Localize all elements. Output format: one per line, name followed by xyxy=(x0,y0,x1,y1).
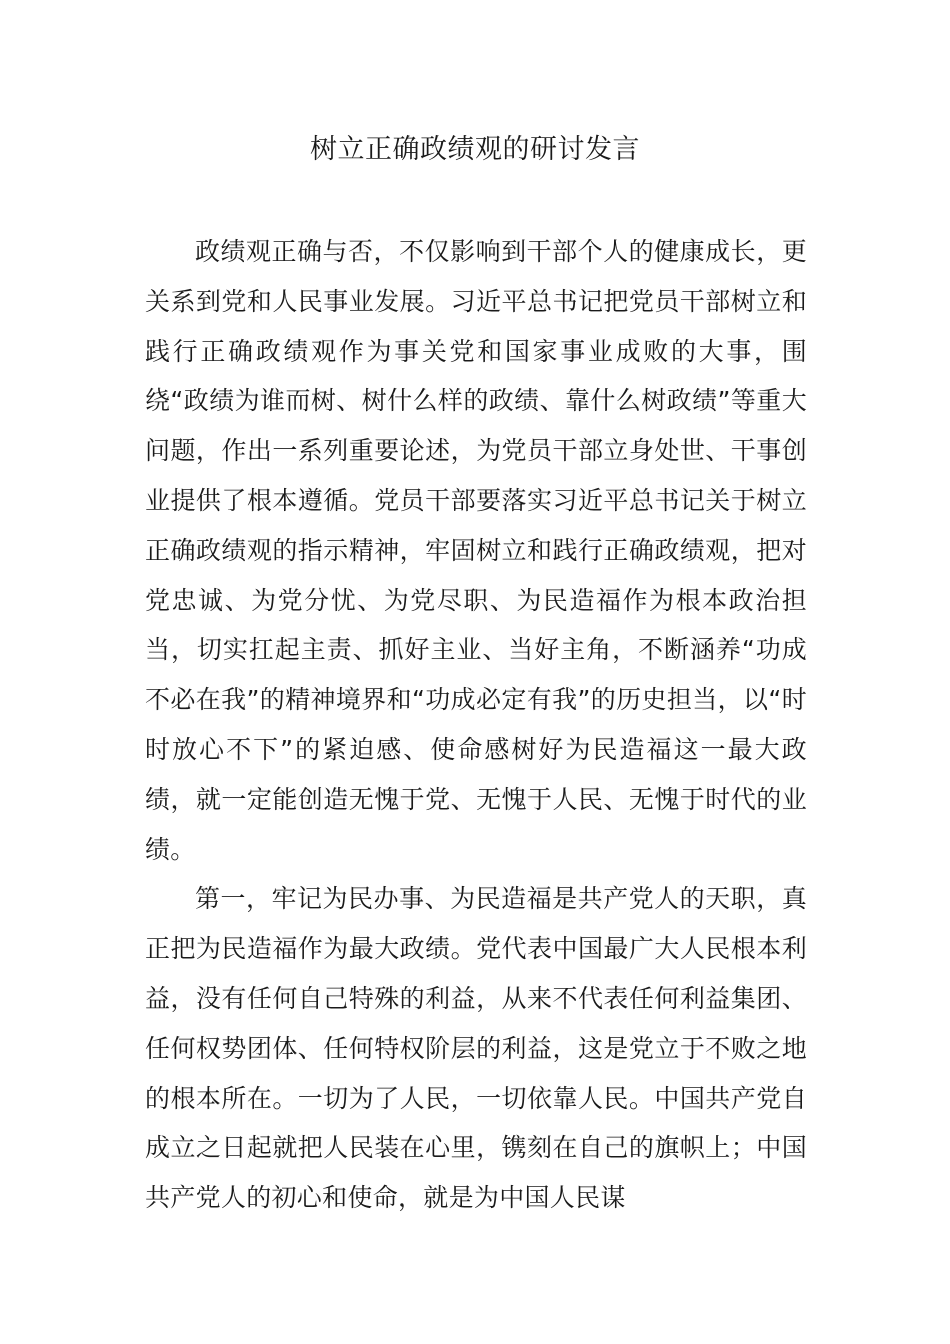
paragraph-first-point: 第一，牢记为民办事、为民造福是共产党人的天职，真正把为民造福作为最大政绩。党代表中国最广大人民根本利益，没有任何自己特殊的利益，从来不代表任何利益集团、任何权势团体、任何特权阶层的利益，这是党立于不败之地的根本所在。一切为了人民，一切依靠人民。中国共产党自成立之日起就把人民装在心里，镌刻在自己的旗帜上；中国共产党人的初心和使命，就是为中国人民谋 xyxy=(145,884,807,1213)
document-title: 树立正确政绩观的研讨发言 xyxy=(310,134,640,165)
paragraph-intro: 政绩观正确与否，不仅影响到干部个人的健康成长，更关系到党和人民事业发展。习近平总书记把党员干部树立和践行正确政绩观作为事关党和国家事业成败的大事，围绕“政绩为谁而树、树什么样的政绩、靠什么树政绩”等重大问题，作出一系列重要论述，为党员干部立身处世、干事创业提供了根本遵循。党员干部要落实习近平总书记关于树立正确政绩观的指示精神，牢固树立和践行正确政绩观，把对党忠诚、为党分忧、为党尽职、为民造福作为根本政治担当，切实扛起主责、抓好主业、当好主角，不断涵养“功成不必在我”的精神境界和“功成必定有我”的历史担当，以“时时放心不下”的紧迫感、使命感树好为民造福这一最大政绩，就一定能创造无愧于党、无愧于人民、无愧于时代的业绩。 xyxy=(145,237,807,864)
document-body xyxy=(145,227,807,1223)
